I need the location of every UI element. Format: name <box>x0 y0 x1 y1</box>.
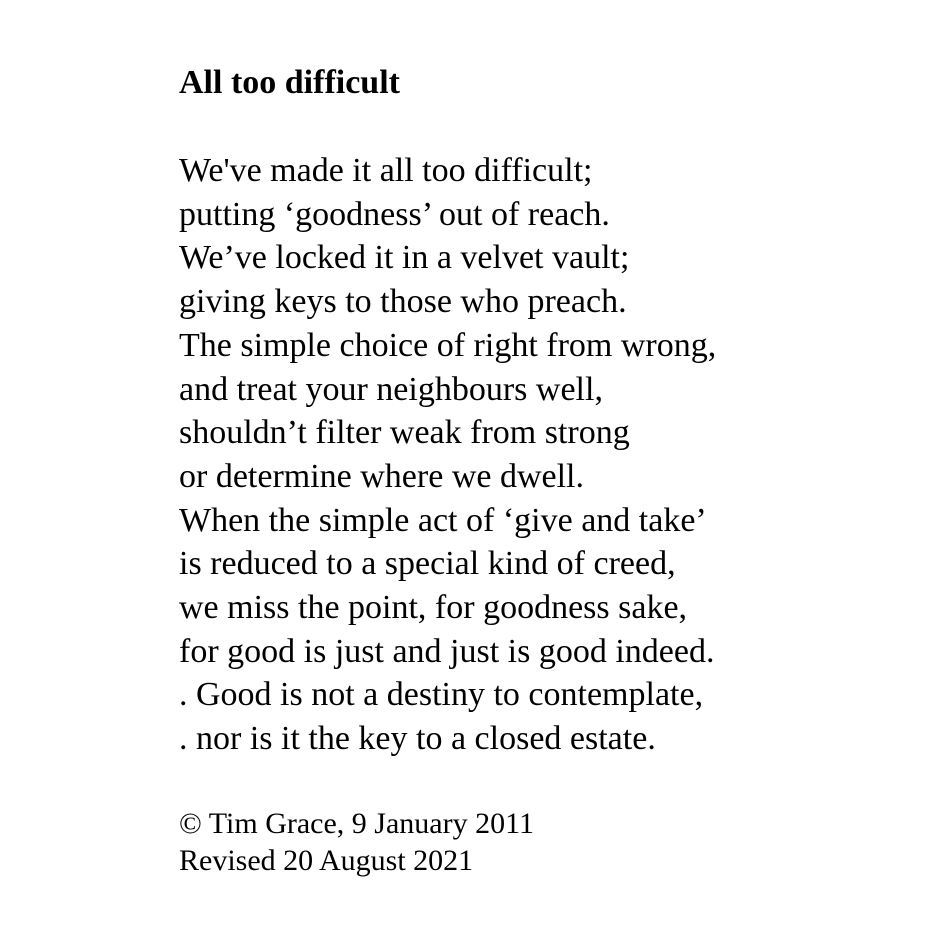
poem-line: The simple choice of right from wrong, <box>179 326 717 364</box>
credits <box>179 805 919 879</box>
poem-line: giving keys to those who preach. <box>179 283 627 321</box>
poem-line: When the simple act of ‘give and take’ <box>179 501 707 539</box>
poem-line: for good is just and just is good indeed. <box>179 632 715 670</box>
poem-line: . Good is not a destiny to contemplate, <box>179 676 704 714</box>
poem-line: We've made it all too difficult; <box>179 152 593 189</box>
poem-body <box>179 149 919 761</box>
poem-line: and treat your neighbours well, <box>179 370 603 408</box>
poem-line: . nor is it the key to a closed estate. <box>179 720 656 758</box>
poem-line: we miss the point, for goodness sake, <box>179 589 688 627</box>
poem-line: is reduced to a special kind of creed, <box>179 545 676 583</box>
poem-line: We’ve locked it in a velvet vault; <box>179 239 630 277</box>
poem-line: shouldn’t filter weak from strong <box>179 414 630 452</box>
poem-page <box>179 60 919 879</box>
poem-title: All too difficult <box>179 64 400 101</box>
poem-line: or determine where we dwell. <box>179 457 584 495</box>
revised-date-line: Revised 20 August 2021 <box>179 843 474 877</box>
copyright-line: © Tim Grace, 9 January 2011 <box>179 806 534 840</box>
poem-line: putting ‘goodness’ out of reach. <box>179 195 610 233</box>
